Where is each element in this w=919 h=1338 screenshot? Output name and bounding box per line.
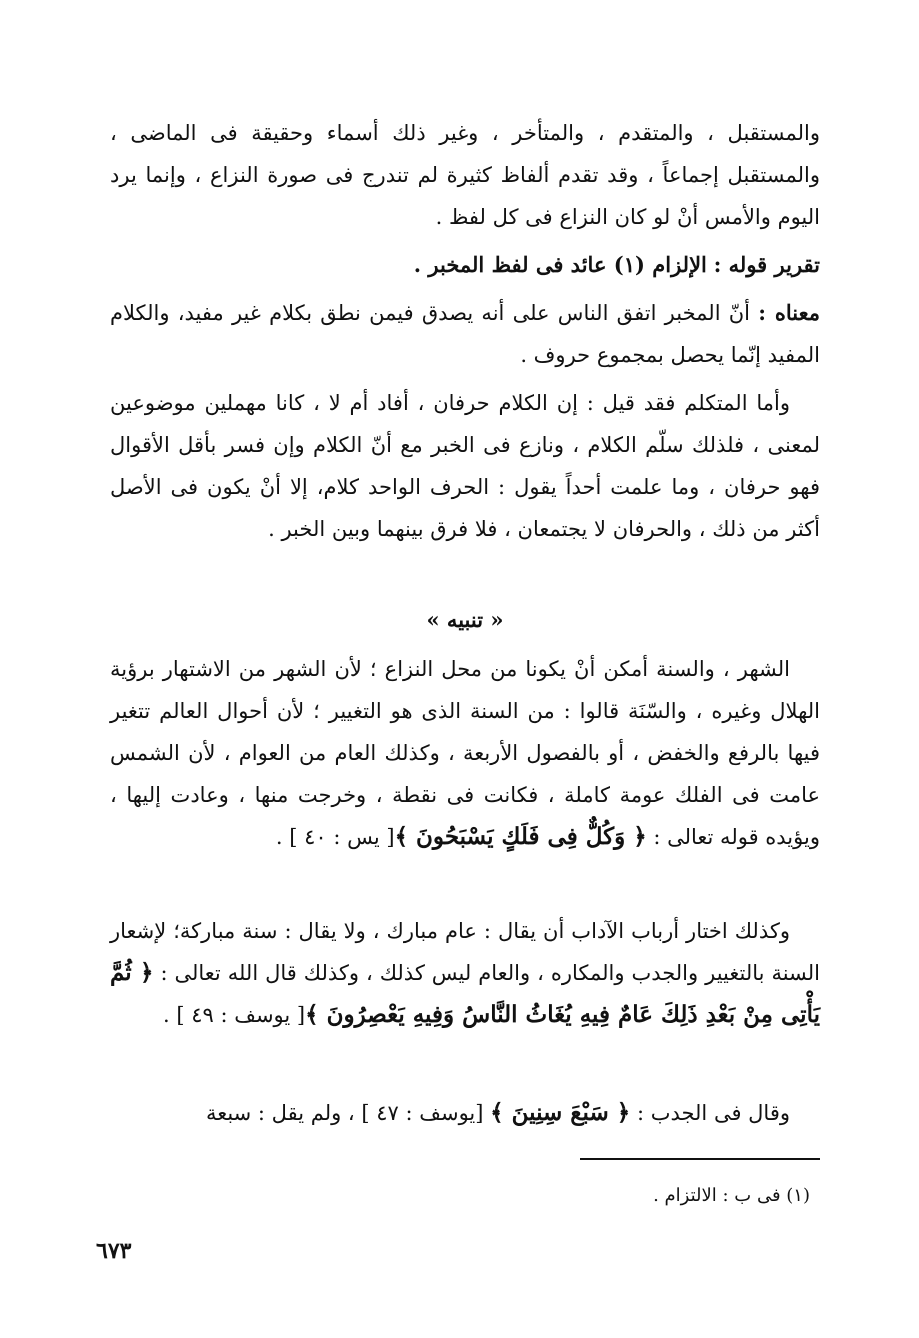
paragraph-3: [110, 292, 820, 376]
quran-verse-yusuf-47: ﴿ سَبْعَ سِنِينَ ﴾: [490, 1099, 631, 1126]
paragraph-4: وأما المتكلم فقد قيل : إن الكلام حرفان ، أفاد أم لا ، كانا مهملين موضوعين لمعنى ، فلذلك سلّم الكلام ، ونازع فى الخبر مع أنّ الكلام وإن فسر بأقل الأقوال فهو حرفان ، وما علمت أحداً يقول : الحرف الواحد كلام، إلا أنْ يكون فى الأصل أكثر من ذلك ، والحرفان لا يجتمعان ، فلا فرق بينهما وبين الخبر .: [110, 391, 820, 541]
paragraph-1: والمستقبل ، والمتقدم ، والمتأخر ، وغير ذلك أسماء وحقيقة فى الماضى ، والمستقبل إجماعاً ، وقد تقدم ألفاظ كثيرة لم تندرج فى صورة النزاع ، وإنما يرد اليوم والأمس أنْ لو كان النزاع فى كل لفظ .: [110, 121, 820, 229]
verse-ref-yasin: [ يس : ٤٠ ] .: [275, 825, 395, 849]
paragraph-7: [110, 1092, 820, 1134]
paragraph-2-body: الإلزام (١) عائد فى لفظ المخبر .: [413, 252, 707, 277]
paragraph-manahu: [110, 292, 820, 376]
page-number: ٦٧٣: [96, 1238, 132, 1264]
paragraph-6: [110, 910, 820, 1036]
paragraph-mutakallim: [110, 382, 820, 550]
paragraph-jadb: [110, 1092, 820, 1134]
paragraph-adab: [110, 910, 820, 1036]
paragraph-2: [110, 244, 820, 286]
footnote: (١) فى ب : الالتزام .: [653, 1185, 810, 1206]
paragraph-opening: [110, 112, 820, 238]
paragraph-shahr: [110, 648, 820, 858]
verse-ref-yusuf-47: [يوسف : ٤٧ ] ، ولم يقل : سبعة: [205, 1101, 484, 1125]
paragraph-3-body: أنّ المخبر اتفق الناس على أنه يصدق فيمن نطق بكلام غير مفيد، والكلام المفيد إنّما يحصل بمجموع حروف .: [110, 301, 820, 367]
bold-lead-taqrir: تقرير قوله :: [713, 252, 820, 277]
bold-lead-manahu: معناه :: [758, 300, 820, 325]
verse-ref-yusuf-49: [ يوسف : ٤٩ ] .: [163, 1003, 306, 1027]
footnote-divider: [580, 1158, 820, 1160]
paragraph-7-body: وقال فى الجدب :: [636, 1101, 790, 1125]
paragraph-5: [110, 648, 820, 858]
paragraph-taqrir: [110, 244, 820, 286]
section-heading-tanbih: « تنبيه »: [426, 607, 504, 632]
quran-verse-yasin: ﴿ وَكُلٌّ فِى فَلَكٍ يَسْبَحُونَ ﴾: [394, 823, 647, 850]
quran-verse-yusuf-49: ﴿ ثُمَّ يَأْتِى مِنْ بَعْدِ ذَلِكَ عَامٌ فِيهِ يُغَاثُ النَّاسُ وَفِيهِ يَعْصِرُونَ ﴾: [110, 959, 820, 1028]
paragraph-5-body: الشهر ، والسنة أمكن أنْ يكونا من محل النزاع ؛ لأن الشهر من الاشتهار برؤية الهلال وغيره ، والسّنَة قالوا : من السنة الذى هو التغيير ؛ لأن أحوال العالم تتغير فيها بالرفع والخفض ، أو بالفصول الأربعة ، وكذلك العام من العوام ، لأن الشمس عامت فى الفلك عومة كاملة ، فكانت فى نقطة ، وخرجت منها ، وعادت إليها ، ويؤيده قوله تعالى :: [110, 657, 820, 849]
paragraph-6-body: وكذلك اختار أرباب الآداب أن يقال : عام مبارك ، ولا يقال : سنة مباركة؛ لإشعار السنة بالتغيير والجدب والمكاره ، والعام ليس كذلك ، وكذلك قال الله تعالى :: [110, 919, 821, 985]
